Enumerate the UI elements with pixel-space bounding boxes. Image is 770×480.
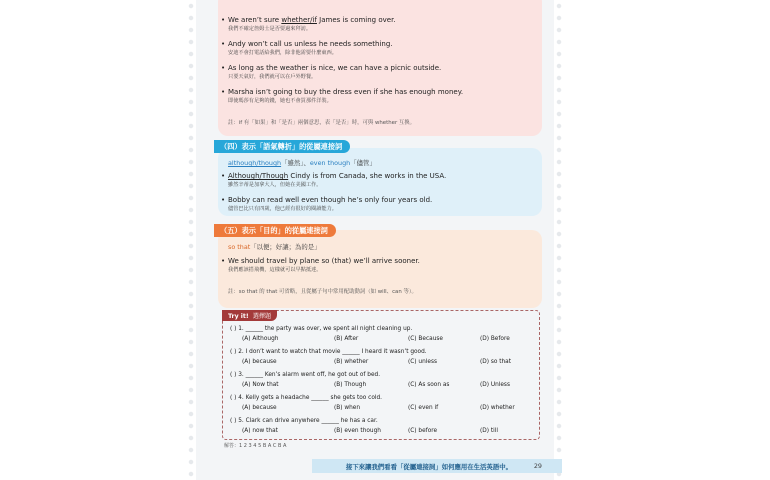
example-2: • Andy won’t call us unless he needs something. 安迪不會打電話給我們，除非他需要什麼東西。 [221,40,393,56]
footer-text: 接下來讓我們看看「從屬連接詞」如何應用在生活英語中。 [345,463,512,471]
option[interactable]: (C) As soon as [408,382,450,388]
option[interactable]: (B) even though [334,428,381,434]
option[interactable]: (B) Though [334,382,367,388]
example-1: • We aren’t sure whether/if James is coming over. 我們不確定詹姆士是否要過來拜訪。 [228,16,536,33]
option[interactable]: (A) Now that [242,382,279,388]
option[interactable]: (C) before [408,428,438,434]
option[interactable]: (A) now that [242,428,278,434]
option[interactable]: (D) so that [480,359,512,365]
option[interactable]: (C) Because [408,336,443,342]
example-3: • As long as the weather is nice, we can have a picnic outside. 只要天氣好，我們就可以在戶外野餐。 [221,64,442,80]
option[interactable]: (B) whether [334,359,369,365]
option[interactable]: (B) After [334,336,359,342]
option[interactable]: (A) Although [242,336,279,342]
purpose-keywords: so that「以便；好讓；為的是」 [228,243,321,251]
concession-example-2: • Bobby can read well even though he’s only four years old. 儘管巴比只有四歲，他已經有很好的閱讀能力。 [221,196,433,212]
option[interactable]: (A) because [242,359,277,365]
answer-key: 解答：1 2 3 4 5 B A C B A [224,443,287,449]
note-if-whether: 註：if 有「如果」和「是否」兩個意思，表「是否」時，可與 whether 互換。 [228,120,416,126]
option[interactable]: (C) unless [408,359,437,365]
option[interactable]: (B) when [334,405,360,411]
concession-example-1: • Although/Though Cindy is from Canada, she works in the USA. 雖然辛蒂是加拿大人，但她在美國工作。 [221,172,447,188]
page-edge-right [554,0,562,480]
note-so-that: 註：so that 的 that 可省略，且從屬子句中常用配助動詞（如 will、can 等）。 [228,289,417,295]
option[interactable]: (D) Before [480,336,510,342]
question-1: ( ) 1. ______ the party was over, we spent all night cleaning up. [230,326,413,332]
section-heading-purpose: （五）表示「目的」的從屬連接詞 [214,224,336,237]
option[interactable]: (D) Unless [480,382,510,388]
question-5: ( ) 5. Clark can drive anywhere ______ he has a car. [230,418,378,424]
purpose-example-1: • We should travel by plane so (that) we’ll arrive sooner. 我們應該搭飛機，這樣就可以早點抵達。 [221,257,420,273]
example-4: • Marsha isn’t going to buy the dress even if she has enough money. 即使瑪莎有足夠的錢，她也不會買那件洋裝。 [221,88,464,104]
question-2: ( ) 2. I don’t want to watch that movie ______ I heard it wasn’t good. [230,349,427,355]
page-footer [188,455,562,480]
option[interactable]: (D) whether [480,405,515,411]
option[interactable]: (D) till [480,428,498,434]
page-number: 29 [533,462,542,470]
page-edge-left [188,0,196,480]
question-4: ( ) 4. Kelly gets a headache ______ she gets too cold. [230,395,383,401]
option[interactable]: (A) because [242,405,277,411]
question-3: ( ) 3. ______ Ken’s alarm went off, he got out of bed. [230,372,381,378]
concession-keywords: although/though「雖然」、even though「儘管」 [228,159,376,167]
exercise-tab: Try it! 選擇題 [222,310,277,321]
translation: 我們不確定詹姆士是否要過來拜訪。 [228,26,312,32]
section-heading-concession: （四）表示「語氣轉折」的從屬連接詞 [214,140,350,153]
option[interactable]: (C) even if [408,405,439,411]
book-page [188,0,562,480]
bullet: • [221,16,226,24]
